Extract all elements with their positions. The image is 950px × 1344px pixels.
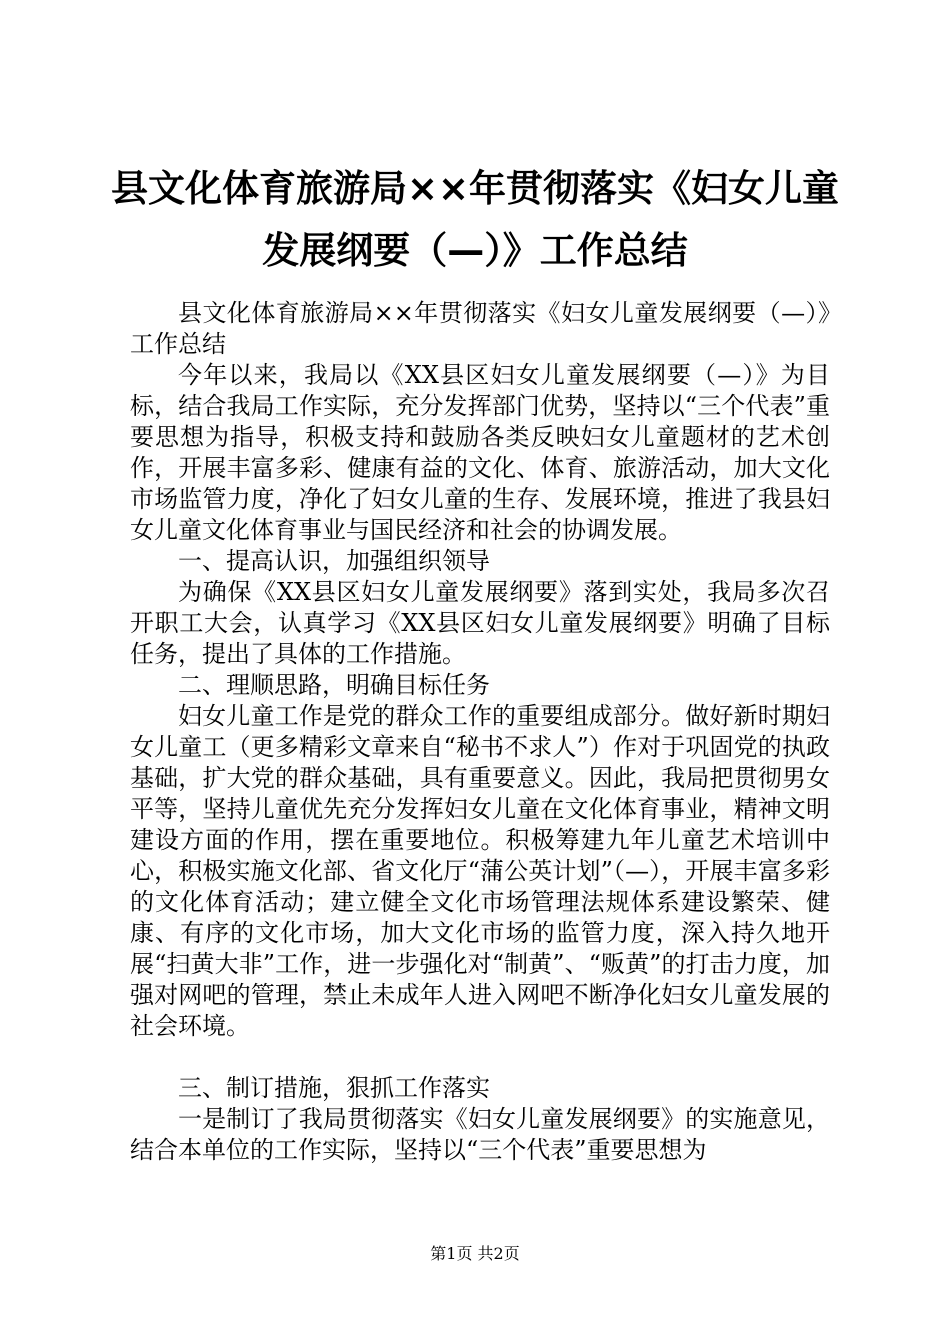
document-title bbox=[110, 158, 840, 282]
paragraph-section-2: 妇女儿童工作是党的群众工作的重要组成部分。做好新时期妇女儿童工（更多精彩文章来自“秘书不求人”）作对于巩固党的执政基础，扩大党的群众基础，具有重要意义。因此，我局把贯彻男女平等，坚持儿童优先充分发挥妇女儿童在文化体育事业，精神文明建设方面的作用，摆在重要地位。积极筹建九年儿童艺术培训中心，积极实施文化部、省文化厅“蒲公英计划”（—），开展丰富多彩的文化体育活动；建立健全文化市场管理法规体系建设繁荣、健康、有序的文化市场，加大文化市场的监管力度，深入持久地开展“扫黄大非”工作，进一步强化对“制黄”、“贩黄”的打击力度，加强对网吧的管理，禁止未成年人进入网吧不断净化妇女儿童发展的社会环境。 bbox=[130, 702, 830, 1040]
paragraph-intro: 今年以来，我局以《XX县区妇女儿童发展纲要（—）》为目标，结合我局工作实际，充分发挥部门优势，坚持以“三个代表”重要思想为指导，积极支持和鼓励各类反映妇女儿童题材的艺术创作，开展丰富多彩、健康有益的文化、体育、旅游活动，加大文化市场监管力度，净化了妇女儿童的生存、发展环境，推进了我县妇女儿童文化体育事业与国民经济和社会的协调发展。 bbox=[130, 361, 830, 544]
document-body bbox=[130, 298, 830, 1166]
title-line-2: 发展纲要（—）》工作总结 bbox=[262, 229, 688, 272]
page-footer: 第1页 共2页 bbox=[430, 1244, 520, 1263]
paragraph-section-1: 为确保《XX县区妇女儿童发展纲要》落到实处，我局多次召开职工大会，认真学习《XX县区妇女儿童发展纲要》明确了目标任务，提出了具体的工作措施。 bbox=[130, 578, 830, 668]
section-heading-3: 三、制订措施，狠抓工作落实 bbox=[178, 1074, 490, 1102]
title-line-1: 县文化体育旅游局××年贯彻落实《妇女儿童 bbox=[110, 167, 839, 210]
paragraph-section-3: 一是制订了我局贯彻落实《妇女儿童发展纲要》的实施意见，结合本单位的工作实际，坚持以“三个代表”重要思想为 bbox=[130, 1105, 830, 1164]
section-heading-2: 二、理顺思路，明确目标任务 bbox=[178, 671, 490, 699]
section-heading-1: 一、提高认识，加强组织领导 bbox=[178, 547, 490, 575]
paragraph-subtitle: 县文化体育旅游局××年贯彻落实《妇女儿童发展纲要（—）》工作总结 bbox=[130, 299, 830, 358]
